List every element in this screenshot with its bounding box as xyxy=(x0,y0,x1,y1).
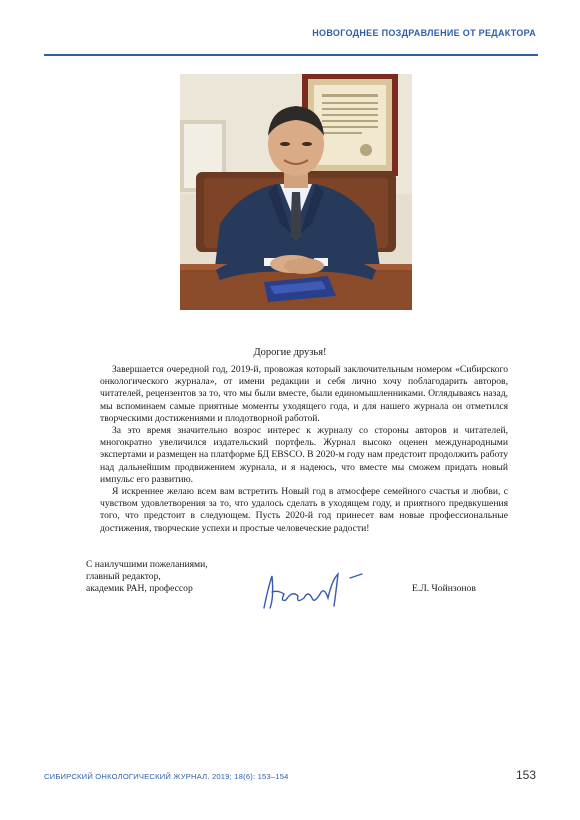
closing-line: главный редактор, xyxy=(86,571,161,583)
page-number: 153 xyxy=(515,768,536,782)
letter-body xyxy=(100,364,508,535)
letter-greeting: Дорогие друзья! xyxy=(253,347,327,358)
handwritten-signature xyxy=(258,568,378,614)
letter-paragraph: Завершается очередной год, 2019-й, провожая который заключительным номером «Сибирского онкологического журнала», от имени редакции и себя лично хочу поблагодарить авторов, читателей, рецензентов за то, что мы были вместе, были единомышленниками. Оглядываясь назад, мы вспоминаем самые приятные моменты уходящего года, и для нашего журнала он отметился творческими достижениями и плодотворной работой. xyxy=(100,364,508,424)
closing-line: академик РАН, профессор xyxy=(86,583,193,595)
section-title: НОВОГОДНЕЕ ПОЗДРАВЛЕНИЕ ОТ РЕДАКТОРА xyxy=(312,28,536,38)
letter-paragraph: За это время значительно возрос интерес к журналу со стороны авторов и читателей, многократно увеличился издательский портфель. Журнал высоко оценен международными экспертами и размещен на платформе БД EBSCO. В 2020-м году нам предстоит продолжить работу над дальнейшим продвижением журнала, и я надеюсь, что вместе мы сможем придать новый импульс его развитию. xyxy=(100,425,508,485)
signer-name: Е.Л. Чойнзонов xyxy=(412,583,476,594)
footer-journal-citation: СИБИРСКИЙ ОНКОЛОГИЧЕСКИЙ ЖУРНАЛ. 2019; 18(6): 153–154 xyxy=(44,772,289,781)
header-divider xyxy=(44,54,538,56)
letter-paragraph: Я искреннее желаю всем вам встретить Новый год в атмосфере семейного счастья и любви, с чувством удовлетворения за то, что удалось сделать в уходящем году, и приятного предвкушения того, что предстоит в следующем. Пусть 2020-й год принесет вам новые профессиональные достижения, творческие успехи и простые человеческие радости! xyxy=(100,486,508,534)
letter-closing xyxy=(86,559,208,596)
closing-line: С наилучшими пожеланиями, xyxy=(86,559,208,570)
editor-portrait-photo xyxy=(180,74,412,310)
